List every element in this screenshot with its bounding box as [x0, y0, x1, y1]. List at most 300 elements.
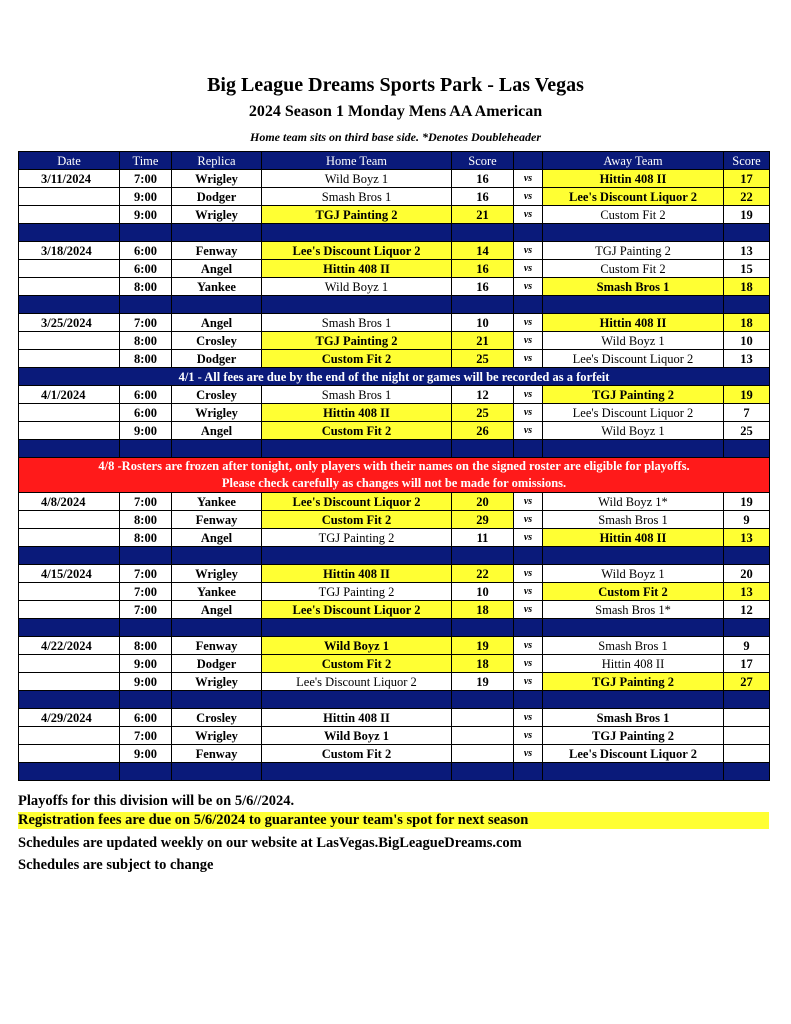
separator-cell [724, 547, 770, 565]
away-score: 13 [724, 529, 770, 547]
home-team: Custom Fit 2 [262, 655, 452, 673]
home-team: Hittin 408 II [262, 709, 452, 727]
game-time: 8:00 [120, 511, 172, 529]
away-score: 9 [724, 511, 770, 529]
field-name: Yankee [172, 493, 262, 511]
table-row [19, 655, 770, 673]
game-date [19, 727, 120, 745]
separator-cell [724, 691, 770, 709]
away-score: 27 [724, 673, 770, 691]
game-time: 7:00 [120, 727, 172, 745]
separator-cell [514, 440, 543, 458]
schedule-note: Home team sits on third base side. *Denotes Doubleheader [250, 130, 541, 144]
separator-row [19, 440, 770, 458]
away-team: Smash Bros 1 [543, 511, 724, 529]
separator-cell [724, 224, 770, 242]
game-time: 7:00 [120, 583, 172, 601]
table-row [19, 727, 770, 745]
vs-label: vs [514, 601, 543, 619]
vs-label: vs [514, 332, 543, 350]
away-team: TGJ Painting 2 [543, 673, 724, 691]
game-date [19, 278, 120, 296]
home-score: 16 [452, 188, 514, 206]
separator-cell [543, 440, 724, 458]
game-time: 9:00 [120, 206, 172, 224]
game-date [19, 583, 120, 601]
table-row [19, 601, 770, 619]
vs-label: vs [514, 242, 543, 260]
game-date [19, 260, 120, 278]
away-team: Hittin 408 II [543, 170, 724, 188]
field-name: Wrigley [172, 170, 262, 188]
game-date [19, 206, 120, 224]
playoffs-note: Playoffs for this division will be on 5/6//2024. [18, 793, 295, 809]
away-team: Wild Boyz 1 [543, 332, 724, 350]
away-score: 13 [724, 350, 770, 368]
home-score: 21 [452, 332, 514, 350]
separator-cell [543, 547, 724, 565]
separator-cell [452, 224, 514, 242]
separator-cell [514, 296, 543, 314]
away-score: 9 [724, 637, 770, 655]
separator-cell [452, 296, 514, 314]
away-team: Hittin 408 II [543, 529, 724, 547]
game-time: 8:00 [120, 332, 172, 350]
table-row [19, 278, 770, 296]
vs-label: vs [514, 727, 543, 745]
away-score [724, 727, 770, 745]
field-name: Dodger [172, 655, 262, 673]
home-score: 10 [452, 314, 514, 332]
away-team: Custom Fit 2 [543, 260, 724, 278]
away-score [724, 745, 770, 763]
header-home-team: Home Team [262, 152, 452, 170]
table-row [19, 206, 770, 224]
separator-cell [543, 619, 724, 637]
page-title: Big League Dreams Sports Park - Las Vegas [207, 74, 584, 96]
home-score: 20 [452, 493, 514, 511]
separator-row [19, 763, 770, 781]
home-team: Wild Boyz 1 [262, 637, 452, 655]
separator-cell [19, 296, 120, 314]
separator-cell [120, 296, 172, 314]
home-team: Smash Bros 1 [262, 314, 452, 332]
vs-label: vs [514, 529, 543, 547]
home-team: Custom Fit 2 [262, 350, 452, 368]
field-name: Yankee [172, 583, 262, 601]
vs-label: vs [514, 260, 543, 278]
vs-label: vs [514, 511, 543, 529]
vs-label: vs [514, 565, 543, 583]
vs-label: vs [514, 386, 543, 404]
table-header-row [19, 152, 770, 170]
field-name: Angel [172, 601, 262, 619]
game-date [19, 422, 120, 440]
separator-cell [262, 547, 452, 565]
roster-alert-line: Please check carefully as changes will not be made for omissions. [221, 476, 567, 490]
separator-cell [19, 547, 120, 565]
home-score: 14 [452, 242, 514, 260]
home-team: Wild Boyz 1 [262, 170, 452, 188]
away-score: 19 [724, 206, 770, 224]
home-team: Wild Boyz 1 [262, 278, 452, 296]
field-name: Angel [172, 260, 262, 278]
home-score [452, 727, 514, 745]
registration-note: Registration fees are due on 5/6/2024 to guarantee your team's spot for next season [18, 812, 769, 829]
away-score: 19 [724, 386, 770, 404]
separator-cell [19, 440, 120, 458]
separator-row [19, 547, 770, 565]
separator-cell [19, 763, 120, 781]
away-score: 18 [724, 278, 770, 296]
table-row [19, 529, 770, 547]
home-team: TGJ Painting 2 [262, 529, 452, 547]
home-team: TGJ Painting 2 [262, 583, 452, 601]
away-score: 10 [724, 332, 770, 350]
game-time: 6:00 [120, 242, 172, 260]
vs-label: vs [514, 206, 543, 224]
home-score: 25 [452, 404, 514, 422]
separator-cell [452, 440, 514, 458]
home-score: 19 [452, 637, 514, 655]
separator-cell [172, 440, 262, 458]
away-team: Hittin 408 II [543, 314, 724, 332]
away-team: TGJ Painting 2 [543, 386, 724, 404]
separator-cell [19, 224, 120, 242]
vs-label: vs [514, 188, 543, 206]
table-row [19, 745, 770, 763]
home-team: Lee's Discount Liquor 2 [262, 242, 452, 260]
game-date [19, 745, 120, 763]
game-date: 3/25/2024 [19, 314, 120, 332]
separator-cell [543, 224, 724, 242]
home-team: Custom Fit 2 [262, 511, 452, 529]
field-name: Crosley [172, 332, 262, 350]
away-team: Smash Bros 1 [543, 637, 724, 655]
away-team: Lee's Discount Liquor 2 [543, 745, 724, 763]
separator-cell [724, 296, 770, 314]
field-name: Crosley [172, 709, 262, 727]
separator-cell [172, 619, 262, 637]
field-name: Dodger [172, 350, 262, 368]
game-time: 6:00 [120, 260, 172, 278]
separator-row [19, 619, 770, 637]
game-date: 3/11/2024 [19, 170, 120, 188]
game-date: 4/1/2024 [19, 386, 120, 404]
game-date [19, 655, 120, 673]
header-vs [514, 152, 543, 170]
home-score: 26 [452, 422, 514, 440]
home-score: 25 [452, 350, 514, 368]
game-time: 6:00 [120, 404, 172, 422]
separator-row [19, 691, 770, 709]
table-row [19, 637, 770, 655]
home-team: TGJ Painting 2 [262, 332, 452, 350]
field-name: Wrigley [172, 673, 262, 691]
game-time: 9:00 [120, 422, 172, 440]
separator-cell [452, 691, 514, 709]
game-date: 4/8/2024 [19, 493, 120, 511]
separator-cell [452, 619, 514, 637]
away-score: 22 [724, 188, 770, 206]
separator-cell [172, 691, 262, 709]
game-date: 4/15/2024 [19, 565, 120, 583]
away-score: 17 [724, 655, 770, 673]
home-score: 16 [452, 260, 514, 278]
separator-cell [262, 691, 452, 709]
away-score: 25 [724, 422, 770, 440]
home-team: Smash Bros 1 [262, 188, 452, 206]
home-team: Lee's Discount Liquor 2 [262, 673, 452, 691]
separator-cell [19, 691, 120, 709]
table-row [19, 583, 770, 601]
separator-cell [262, 440, 452, 458]
field-name: Wrigley [172, 565, 262, 583]
separator-cell [172, 296, 262, 314]
home-score: 11 [452, 529, 514, 547]
separator-cell [724, 763, 770, 781]
vs-label: vs [514, 655, 543, 673]
separator-row [19, 296, 770, 314]
away-team: Wild Boyz 1* [543, 493, 724, 511]
schedule-table [18, 151, 770, 781]
vs-label: vs [514, 709, 543, 727]
table-row [19, 493, 770, 511]
home-score [452, 709, 514, 727]
game-time: 7:00 [120, 170, 172, 188]
home-team: Smash Bros 1 [262, 386, 452, 404]
separator-cell [543, 296, 724, 314]
game-time: 6:00 [120, 386, 172, 404]
table-row [19, 188, 770, 206]
away-score: 19 [724, 493, 770, 511]
vs-label: vs [514, 422, 543, 440]
game-date: 3/18/2024 [19, 242, 120, 260]
separator-cell [514, 691, 543, 709]
separator-cell [514, 224, 543, 242]
table-row [19, 314, 770, 332]
separator-cell [514, 763, 543, 781]
away-score: 13 [724, 242, 770, 260]
header-away-team: Away Team [543, 152, 724, 170]
game-date [19, 673, 120, 691]
separator-cell [120, 547, 172, 565]
game-time: 7:00 [120, 565, 172, 583]
separator-cell [452, 763, 514, 781]
away-score [724, 709, 770, 727]
game-time: 8:00 [120, 637, 172, 655]
separator-cell [724, 619, 770, 637]
vs-label: vs [514, 350, 543, 368]
game-date: 4/22/2024 [19, 637, 120, 655]
away-score: 7 [724, 404, 770, 422]
away-score: 13 [724, 583, 770, 601]
game-time: 7:00 [120, 601, 172, 619]
table-row [19, 422, 770, 440]
away-team: Lee's Discount Liquor 2 [543, 188, 724, 206]
vs-label: vs [514, 583, 543, 601]
separator-cell [172, 547, 262, 565]
field-name: Fenway [172, 242, 262, 260]
separator-cell [120, 763, 172, 781]
away-team: Hittin 408 II [543, 655, 724, 673]
field-name: Wrigley [172, 727, 262, 745]
home-team: Lee's Discount Liquor 2 [262, 601, 452, 619]
table-row [19, 404, 770, 422]
home-score: 18 [452, 601, 514, 619]
separator-row [19, 224, 770, 242]
header-home-score: Score [452, 152, 514, 170]
away-team: Custom Fit 2 [543, 583, 724, 601]
home-team: Hittin 408 II [262, 404, 452, 422]
table-row [19, 260, 770, 278]
game-date [19, 601, 120, 619]
separator-cell [262, 224, 452, 242]
home-score: 16 [452, 170, 514, 188]
game-date [19, 350, 120, 368]
header-replica: Replica [172, 152, 262, 170]
game-time: 8:00 [120, 529, 172, 547]
table-row [19, 565, 770, 583]
home-score: 22 [452, 565, 514, 583]
game-date [19, 332, 120, 350]
game-time: 9:00 [120, 655, 172, 673]
vs-label: vs [514, 745, 543, 763]
field-name: Angel [172, 314, 262, 332]
vs-label: vs [514, 493, 543, 511]
roster-alert-line: 4/8 -Rosters are frozen after tonight, only players with their names on the signed roster are eligible for playoffs. [98, 459, 690, 473]
field-name: Dodger [172, 188, 262, 206]
field-name: Fenway [172, 511, 262, 529]
away-team: TGJ Painting 2 [543, 242, 724, 260]
roster-alert [19, 458, 770, 493]
home-score: 19 [452, 673, 514, 691]
away-team: Wild Boyz 1 [543, 565, 724, 583]
table-row [19, 350, 770, 368]
away-team: Smash Bros 1* [543, 601, 724, 619]
separator-cell [452, 547, 514, 565]
home-score: 12 [452, 386, 514, 404]
separator-cell [120, 440, 172, 458]
game-time: 9:00 [120, 673, 172, 691]
notice-row [19, 368, 770, 386]
separator-cell [543, 763, 724, 781]
separator-cell [514, 619, 543, 637]
game-date [19, 188, 120, 206]
header-away-score: Score [724, 152, 770, 170]
alert-row [19, 458, 770, 493]
field-name: Crosley [172, 386, 262, 404]
separator-cell [120, 619, 172, 637]
vs-label: vs [514, 673, 543, 691]
separator-cell [543, 691, 724, 709]
away-score: 20 [724, 565, 770, 583]
subject-note: Schedules are subject to change [18, 857, 214, 873]
separator-cell [120, 691, 172, 709]
game-time: 9:00 [120, 188, 172, 206]
game-time: 7:00 [120, 314, 172, 332]
home-score: 16 [452, 278, 514, 296]
home-team: Hittin 408 II [262, 565, 452, 583]
page-subtitle: 2024 Season 1 Monday Mens AA American [248, 103, 543, 120]
separator-cell [262, 296, 452, 314]
game-time: 8:00 [120, 350, 172, 368]
separator-cell [120, 224, 172, 242]
away-team: Smash Bros 1 [543, 709, 724, 727]
field-name: Fenway [172, 637, 262, 655]
away-team: Custom Fit 2 [543, 206, 724, 224]
table-row [19, 170, 770, 188]
table-row [19, 332, 770, 350]
table-row [19, 511, 770, 529]
away-team: Smash Bros 1 [543, 278, 724, 296]
field-name: Wrigley [172, 206, 262, 224]
game-date [19, 529, 120, 547]
home-team: TGJ Painting 2 [262, 206, 452, 224]
game-time: 8:00 [120, 278, 172, 296]
header-time: Time [120, 152, 172, 170]
game-time: 6:00 [120, 709, 172, 727]
away-score: 17 [724, 170, 770, 188]
field-name: Fenway [172, 745, 262, 763]
vs-label: vs [514, 637, 543, 655]
separator-cell [262, 763, 452, 781]
away-team: Wild Boyz 1 [543, 422, 724, 440]
field-name: Wrigley [172, 404, 262, 422]
game-time: 7:00 [120, 493, 172, 511]
separator-cell [172, 763, 262, 781]
header-date: Date [19, 152, 120, 170]
home-team: Hittin 408 II [262, 260, 452, 278]
home-score: 21 [452, 206, 514, 224]
away-score: 15 [724, 260, 770, 278]
separator-cell [514, 547, 543, 565]
vs-label: vs [514, 314, 543, 332]
field-name: Yankee [172, 278, 262, 296]
home-team: Lee's Discount Liquor 2 [262, 493, 452, 511]
game-date [19, 511, 120, 529]
field-name: Angel [172, 529, 262, 547]
fee-notice: 4/1 - All fees are due by the end of the night or games will be recorded as a forfeit [19, 368, 770, 386]
home-score: 29 [452, 511, 514, 529]
home-team: Wild Boyz 1 [262, 727, 452, 745]
away-score: 12 [724, 601, 770, 619]
home-score: 10 [452, 583, 514, 601]
separator-cell [172, 224, 262, 242]
home-team: Custom Fit 2 [262, 745, 452, 763]
away-team: Lee's Discount Liquor 2 [543, 404, 724, 422]
home-score [452, 745, 514, 763]
home-score: 18 [452, 655, 514, 673]
website-note: Schedules are updated weekly on our website at LasVegas.BigLeagueDreams.com [18, 835, 522, 851]
away-team: Lee's Discount Liquor 2 [543, 350, 724, 368]
vs-label: vs [514, 404, 543, 422]
vs-label: vs [514, 170, 543, 188]
home-team: Custom Fit 2 [262, 422, 452, 440]
away-team: TGJ Painting 2 [543, 727, 724, 745]
table-row [19, 673, 770, 691]
separator-cell [262, 619, 452, 637]
field-name: Angel [172, 422, 262, 440]
separator-cell [724, 440, 770, 458]
table-row [19, 386, 770, 404]
table-row [19, 709, 770, 727]
table-row [19, 242, 770, 260]
separator-cell [19, 619, 120, 637]
vs-label: vs [514, 278, 543, 296]
away-score: 18 [724, 314, 770, 332]
game-date: 4/29/2024 [19, 709, 120, 727]
